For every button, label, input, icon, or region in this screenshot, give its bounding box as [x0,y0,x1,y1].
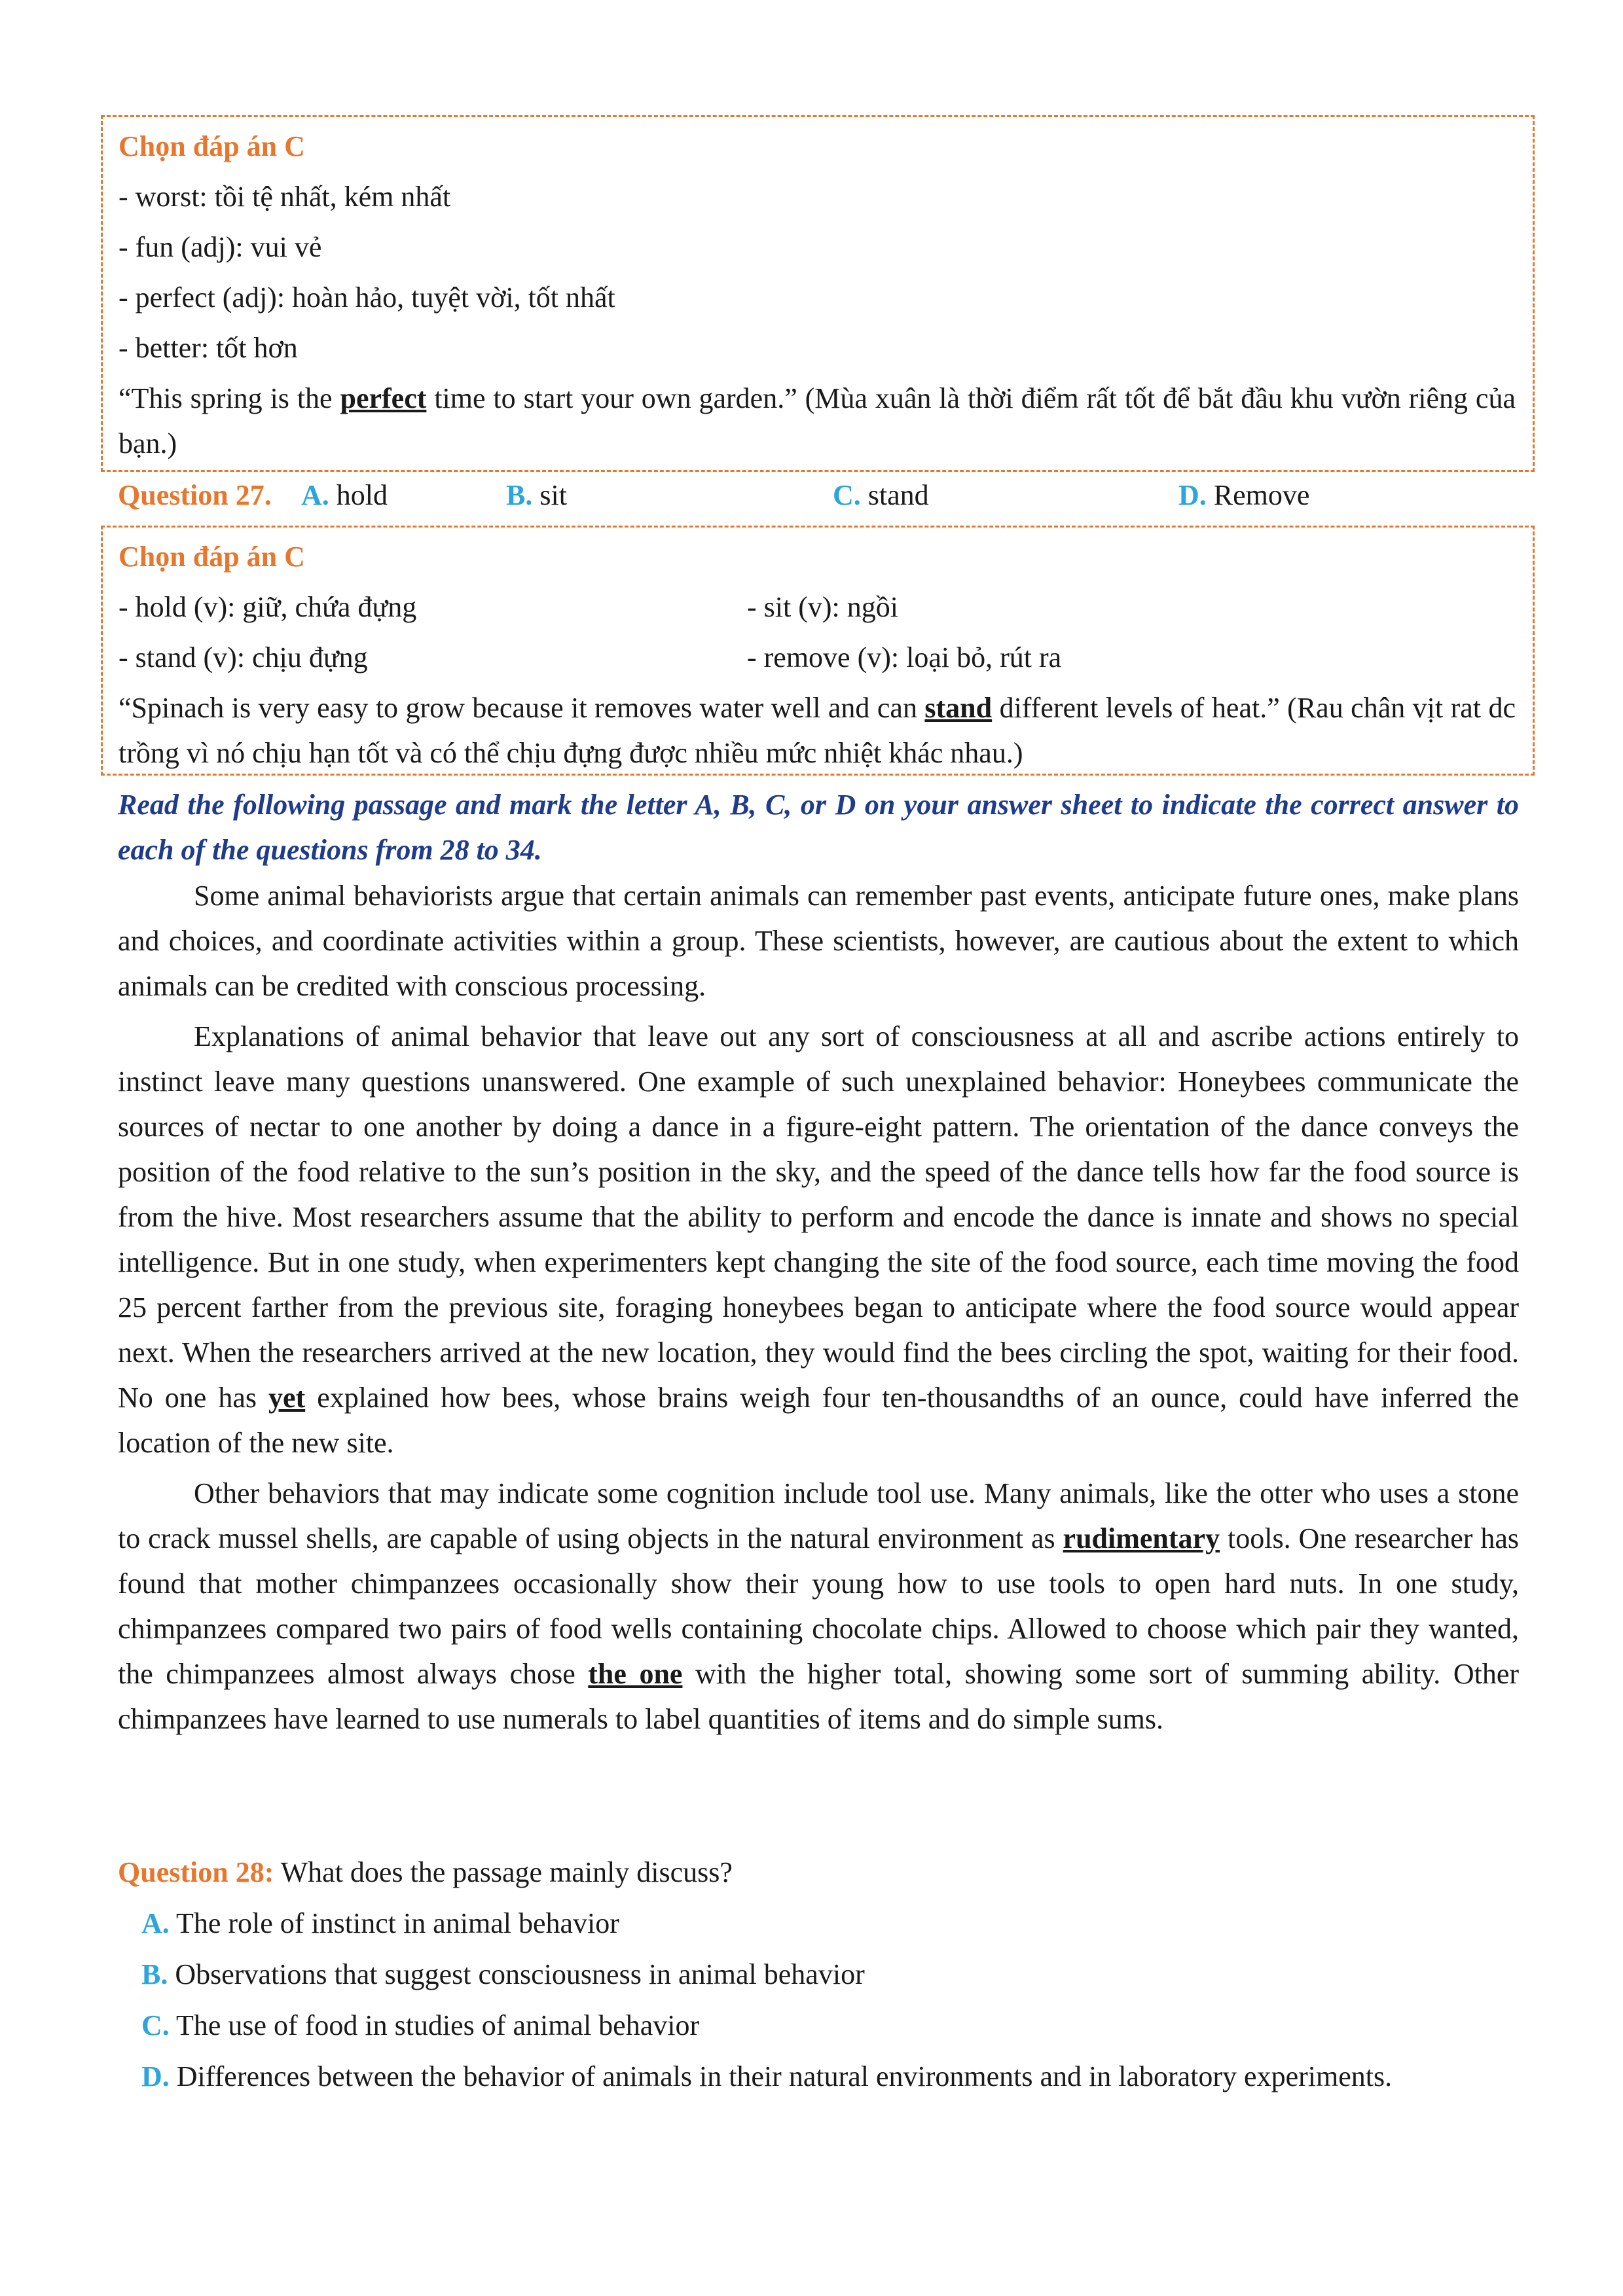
keyword-the-one: the one [588,1658,683,1690]
answer-heading: Chọn đáp án C [119,130,305,162]
option-d: D. Remove [1178,479,1310,511]
vocab-row: - hold (v): giữ, chứa đựng - sit (v): ngồi [119,591,898,623]
option-b[interactable]: B. Observations that suggest consciousness in animal behavior [141,1958,865,1990]
example-quote: “This spring is the perfect time to start your own garden.” (Mùa xuân là thời điểm rất tốt để bắt đầu khu vườn riêng của bạn.) [119,382,1516,459]
passage-paragraph-1: Some animal behaviorists argue that certain animals can remember past events, anticipate future ones, make plans and choices, and coordinate activities within a group. These scientists, however, are cautious about the extent to which animals can be credited with conscious processing. [118,880,1519,1002]
example-quote: “Spinach is very easy to grow because it removes water well and can stand different levels of heat.” (Rau chân vịt rat dc trồng vì nó chịu hạn tốt và có thể chịu đựng được nhiều mức nhiệt khác nhau.) [119,692,1516,769]
question-28 [118,1850,1519,2099]
vocab-line: - perfect (adj): hoàn hảo, tuyệt vời, tốt nhất [119,281,615,314]
keyword-stand: stand [924,692,993,724]
answer-explanation-box-26 [101,115,1535,472]
keyword-rudimentary: rudimentary [1063,1522,1220,1554]
option-d[interactable]: D. Differences between the behavior of animals in their natural environments and in laboratory experiments. [141,2060,1393,2092]
vocab-row: - stand (v): chịu đựng - remove (v): loại bỏ, rút ra [119,641,1062,673]
answer-heading: Chọn đáp án C [119,541,305,573]
reading-passage [118,873,1519,1742]
vocab-line: - worst: tồi tệ nhất, kém nhất [119,181,451,213]
keyword-yet: yet [268,1382,306,1414]
question-label: Question 27. [118,479,272,511]
keyword-perfect: perfect [340,382,427,414]
option-b: B. sit [506,479,567,511]
vocab-line: - better: tốt hơn [119,332,298,364]
passage-paragraph-2: Explanations of animal behavior that leave out any sort of consciousness at all and ascribe actions entirely to instinct leave many questions unanswered. One example of such unexplained behavior: Honeybees communicate the sources of nectar to one another by doing a dance in a figure-eight pattern. The orientation of the dance conveys the position of the food relative to the sun’s position in the sky, and the speed of the dance tells how far the food source is from the hive. Most researchers assume that the ability to perform and encode the dance is innate and shows no special intelligence. But in one study, when experimenters kept changing the site of the food source, each time moving the food 25 percent farther from the previous site, foraging honeybees began to anticipate where the food source would appear next. When the researchers arrived at the new location, they would find the bees circling the spot, waiting for their food. No one has yet explained how bees, whose brains weigh four ten-thousandths of an ounce, could have inferred the location of the new site. [118,1020,1519,1459]
option-a: A. hold [301,479,388,511]
option-a[interactable]: A. The role of instinct in animal behavior [141,1907,619,1939]
question-27 [118,473,1519,523]
reading-instruction: Read the following passage and mark the letter A, B, C, or D on your answer sheet to indicate the correct answer to each of the questions from 28 to 34. [118,789,1519,866]
option-c[interactable]: C. The use of food in studies of animal behavior [141,2009,700,2041]
answer-explanation-box-27 [101,526,1535,776]
option-c: C. stand [833,479,929,511]
question-stem: Question 28: What does the passage mainly discuss? [118,1856,733,1888]
vocab-line: - fun (adj): vui vẻ [119,231,322,263]
passage-paragraph-3: Other behaviors that may indicate some cognition include tool use. Many animals, like the otter who uses a stone to crack mussel shells, are capable of using objects in the natural environment as rudimentary tools. One researcher has found that mother chimpanzees occasionally show their young how to use tools to open hard nuts. In one study, chimpanzees compared two pairs of food wells containing chocolate chips. Allowed to choose which pair they wanted, the chimpanzees almost always chose the one with the higher total, showing some sort of summing ability. Other chimpanzees have learned to use numerals to label quantities of items and do simple sums. [118,1477,1520,1735]
